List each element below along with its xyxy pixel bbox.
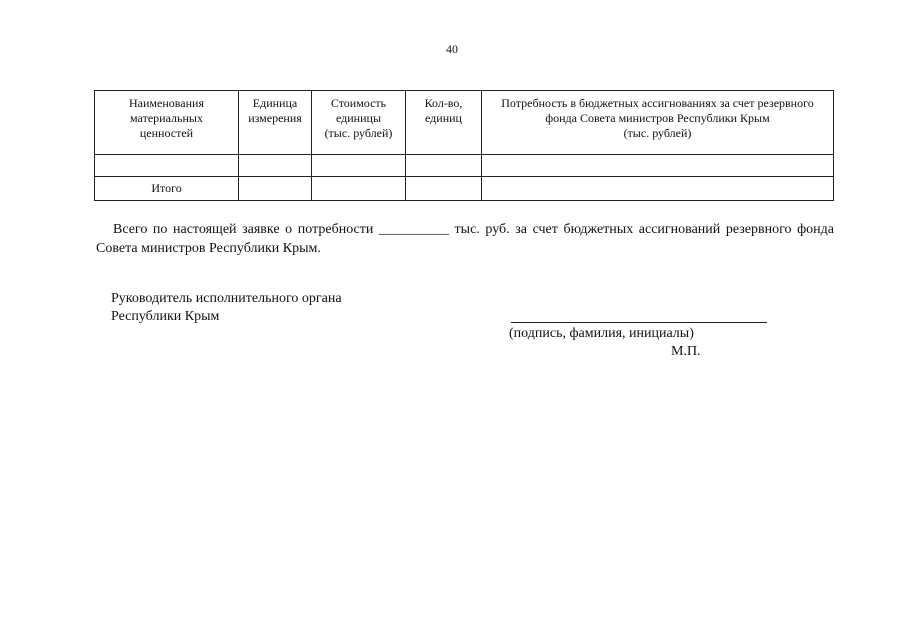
summary-text: Всего по настоящей заявке о потребности __________ тыс. руб. за счет бюджетных ассигнований резервного фонда Совета министров Республики Крым. [96,222,834,256]
signer-title-line: Руководитель исполнительного органа [111,291,342,306]
header-cost-line: (тыс. рублей) [324,126,393,140]
signature-caption: (подпись, фамилия, инициалы) [509,326,694,341]
summary-paragraph [96,220,834,258]
signer-title-line: Республики Крым [111,309,220,324]
signature-line [511,322,767,323]
header-need-line: (тыс. рублей) [623,126,692,140]
header-name-line: ценностей [139,126,194,140]
table-cell [312,155,406,177]
header-name-line: материальных [130,111,203,125]
table-cell [312,177,406,201]
table-row-empty [95,155,834,177]
table-cell [482,155,834,177]
header-cost-line: единицы [335,111,382,125]
header-need [482,91,834,155]
header-qty-line: единиц [425,111,462,125]
table-cell [406,177,482,201]
table-cell [482,177,834,201]
table-cell [406,155,482,177]
page-number: 40 [446,42,458,56]
header-need-line: фонда Совета министров Республики Крым [545,111,770,125]
signer-block [111,290,342,326]
header-name-line: Наименования [129,96,204,110]
seal-placeholder: М.П. [671,344,701,359]
table-cell [239,177,312,201]
header-cost-line: Стоимость [330,96,387,110]
needs-table [94,90,834,201]
header-unit-line: Единица [252,96,298,110]
table-cell [239,155,312,177]
table-cell [95,155,239,177]
header-qty-line: Кол-во, [424,96,463,110]
header-need-line: Потребность в бюджетных ассигнованиях за счет резервного [501,96,814,110]
table-row-total [95,177,834,201]
table-header-row [95,91,834,155]
header-name [95,91,239,155]
header-cost [312,91,406,155]
header-qty [406,91,482,155]
total-label: Итого [95,177,239,201]
header-unit-line: измерения [248,111,302,125]
header-unit [239,91,312,155]
